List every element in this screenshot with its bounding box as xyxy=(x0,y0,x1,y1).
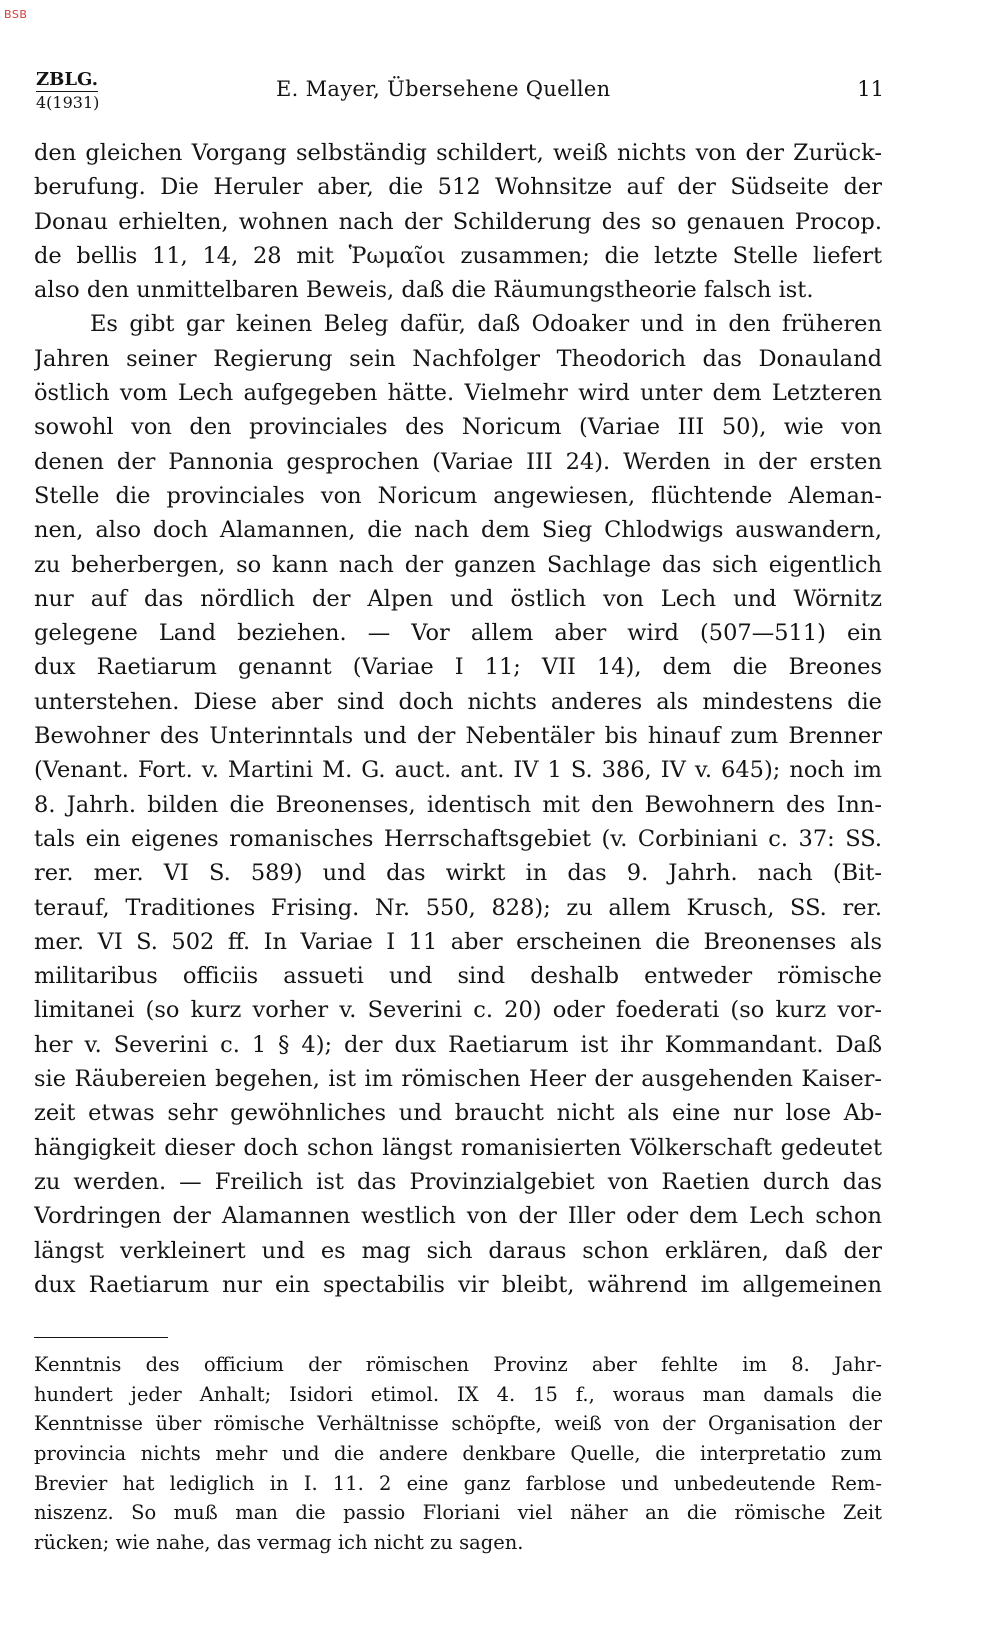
footnote-line: Brevier hat lediglich in I. 11. 2 eine ganz farblose und unbedeutende Rem- xyxy=(34,1471,882,1495)
text-line: dux Raetiarum genannt (Variae I 11; VII 14), dem die Breones xyxy=(34,654,882,681)
text-line: Donau erhielten, wohnen nach der Schilderung des so genauen Procop. xyxy=(34,208,882,235)
text-line: den gleichen Vorgang selbständig schildert, weiß nichts von der Zurück- xyxy=(34,140,882,166)
text-line: (Venant. Fort. v. Martini M. G. auct. ant. IV 1 S. 386, IV v. 645); noch im xyxy=(34,757,882,784)
text-line: limitanei (so kurz vorher v. Severini c. 20) oder foederati (so kurz vor- xyxy=(34,997,882,1024)
text-line: tals ein eigenes romanisches Herrschaftsgebiet (v. Corbiniani c. 37: SS. xyxy=(34,825,882,852)
text-line: nur auf das nördlich der Alpen und östlich von Lech und Wörnitz xyxy=(34,585,882,612)
text-line: Stelle die provinciales von Noricum angewiesen, flüchtende Aleman- xyxy=(34,482,882,509)
text-line: nen, also doch Alamannen, die nach dem Sieg Chlodwigs auswandern, xyxy=(34,517,882,544)
text-line: de bellis 11, 14, 28 mit Ῥωμαῖοι zusammen; die letzte Stelle liefert xyxy=(34,242,882,269)
footnote-line: provincia nichts mehr und die andere denkbare Quelle, die interpretatio zum xyxy=(34,1442,882,1466)
text-line: gelegene Land beziehen. — Vor allem aber wird (507—511) ein xyxy=(34,620,882,647)
library-watermark: BSB xyxy=(4,8,28,21)
main-text xyxy=(34,136,882,1302)
text-line: denen der Pannonia gesprochen (Variae III 24). Werden in der ersten xyxy=(34,448,882,475)
journal-issue: 4(1931) xyxy=(36,93,100,112)
text-line: 8. Jahrh. bilden die Breonenses, identisch mit den Bewohnern des Inn- xyxy=(34,791,882,818)
text-line: Jahren seiner Regierung sein Nachfolger Theodorich das Donauland xyxy=(34,345,882,372)
journal-abbreviation: ZBLG. xyxy=(36,69,99,90)
footnote-line: niszenz. So muß man die passio Floriani viel näher an die römische Zeit xyxy=(34,1501,882,1525)
footnote xyxy=(34,1350,882,1558)
text-line: zeit etwas sehr gewöhnliches und braucht nicht als eine nur lose Ab- xyxy=(34,1100,882,1127)
text-line: berufung. Die Heruler aber, die 512 Wohnsitze auf der Südseite der xyxy=(34,174,882,201)
text-line: unterstehen. Diese aber sind doch nichts anderes als mindestens die xyxy=(34,688,882,715)
text-line: östlich vom Lech aufgegeben hätte. Vielmehr wird unter dem Letzteren xyxy=(34,380,882,407)
footnote-line: hundert jeder Anhalt; Isidori etimol. IX 4. 15 f., woraus man damals die xyxy=(34,1382,882,1406)
running-title: E. Mayer, Übersehene Quellen xyxy=(276,77,611,101)
text-line: terauf, Traditiones Frising. Nr. 550, 828); zu allem Krusch, SS. rer. xyxy=(34,894,882,921)
text-line: zu beherbergen, so kann nach der ganzen Sachlage das sich eigentlich xyxy=(34,551,882,578)
text-line: Bewohner des Unterinntals und der Nebentäler bis hinauf zum Brenner xyxy=(34,723,882,750)
text-line: Es gibt gar keinen Beleg dafür, daß Odoaker und in den früheren xyxy=(90,311,882,338)
text-line: militaribus officiis assueti und sind deshalb entweder römische xyxy=(34,963,882,990)
text-line: längst verkleinert und es mag sich daraus schon erklären, daß der xyxy=(34,1237,882,1264)
footnote-divider xyxy=(34,1337,168,1338)
page-header xyxy=(36,70,884,120)
text-line: sie Räubereien begehen, ist im römischen Heer der ausgehenden Kaiser- xyxy=(34,1066,882,1093)
text-line: her v. Severini c. 1 § 4); der dux Raetiarum ist ihr Kommandant. Daß xyxy=(34,1031,882,1058)
footnote-line: Kenntnis des officium der römischen Provinz aber fehlte im 8. Jahr- xyxy=(34,1353,882,1376)
text-line: rer. mer. VI S. 589) und das wirkt in das 9. Jahrh. nach (Bit- xyxy=(34,860,882,887)
footnote-line: Kenntnisse über römische Verhältnisse schöpfte, weiß von der Organisation der xyxy=(34,1412,882,1436)
text-line: Vordringen der Alamannen westlich von der Iller oder dem Lech schon xyxy=(34,1203,882,1230)
text-line: zu werden. — Freilich ist das Provinzialgebiet von Raetien durch das xyxy=(34,1168,882,1195)
text-line: dux Raetiarum nur ein spectabilis vir bleibt, während im allgemeinen xyxy=(34,1271,882,1298)
footnote-line: rücken; wie nahe, das vermag ich nicht zu sagen. xyxy=(34,1531,524,1555)
text-line: sowohl von den provinciales des Noricum (Variae III 50), wie von xyxy=(34,414,882,441)
page-number: 11 xyxy=(857,77,884,101)
text-line: also den unmittelbaren Beweis, daß die Räumungstheorie falsch ist. xyxy=(34,277,814,304)
text-line: hängigkeit dieser doch schon längst romanisierten Völkerschaft gedeutet xyxy=(34,1134,882,1161)
text-line: mer. VI S. 502 ff. In Variae I 11 aber erscheinen die Breonenses als xyxy=(34,928,882,955)
